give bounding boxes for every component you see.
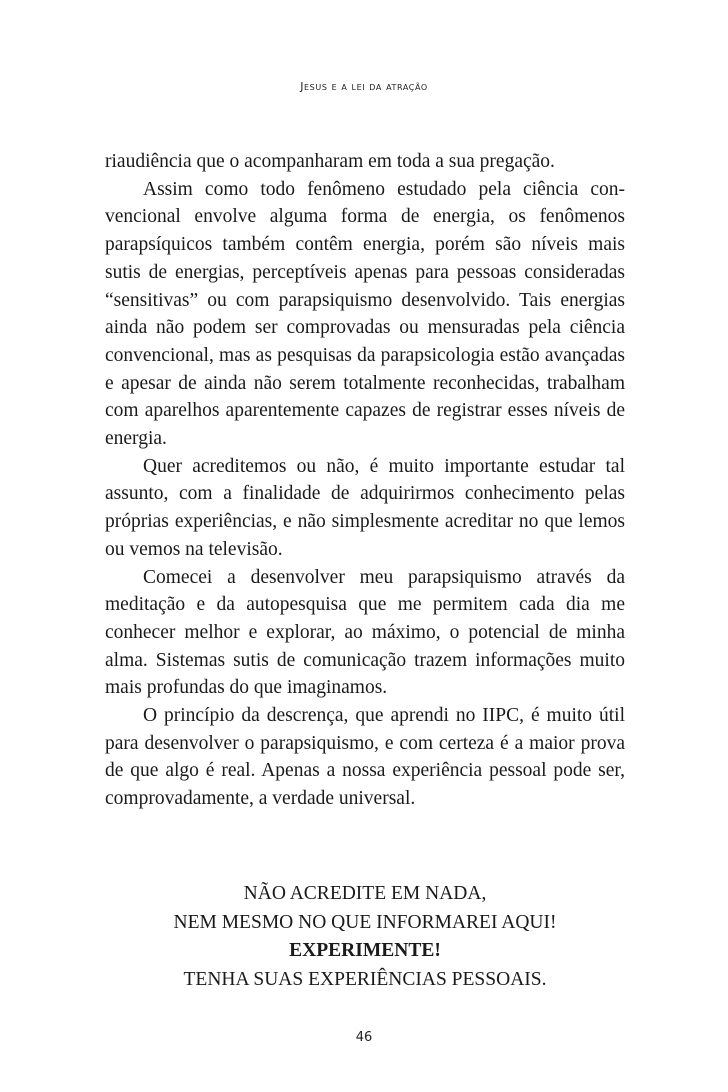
paragraph-energy: Assim como todo fenômeno estudado pela ciência convencional envolve alguma forma de energia, os fenômenos parapsíquicos também contêm energia, porém são níveis mais sutis de energias, perceptíveis apenas para pessoas consideradas “sensitivas” ou com parapsiquismo desenvolvido. Tais energias ainda não podem ser comprovadas ou mensuradas pela ciência convencional, mas as pesquisas da parapsicologia estão avançadas e apesar de ainda não serem totalmente reconhecidas, trabalham com aparelhos aparentemente capazes de registrar esses níveis de energia. bbox=[105, 178, 625, 450]
running-header: Jesus e a lei da atração bbox=[300, 80, 428, 93]
callout-line-3: EXPERIMENTE! bbox=[289, 940, 441, 961]
callout-line-1: NÃO ACREDITE EM NADA, bbox=[243, 883, 487, 904]
callout-block bbox=[105, 880, 625, 994]
paragraph-study: Quer acreditemos ou não, é muito importante estudar tal assunto, com a finalidade de adquirirmos conhecimento pelas próprias experiências, e não simplesmente acreditar no que lemos ou vemos na televisão. bbox=[105, 455, 625, 560]
paragraph-meditation: Comecei a desenvolver meu parapsiquismo através da meditação e da autopesquisa que me permitem cada dia me conhecer melhor e explorar, ao máximo, o potencial de minha alma. Sistemas sutis de comunicação trazem informações muito mais profundas do que imaginamos. bbox=[105, 566, 625, 699]
body-text bbox=[105, 148, 625, 813]
paragraph-continuation: riaudiência que o acompanharam em toda a sua pregação. bbox=[105, 151, 555, 172]
paragraph-disbelief: O princípio da descrença, que aprendi no IIPC, é muito útil para desenvolver o parapsiquismo, e com certeza é a maior prova de que algo é real. Apenas a nossa experiência pessoal pode ser, comprovadamente, a verdade universal. bbox=[105, 705, 625, 810]
callout-line-4: TENHA SUAS EXPERIÊNCIAS PESSOAIS. bbox=[183, 968, 547, 990]
callout-line-2: NEM MESMO NO QUE INFORMAREI AQUI! bbox=[173, 911, 557, 933]
page-number: 46 bbox=[355, 1030, 373, 1045]
